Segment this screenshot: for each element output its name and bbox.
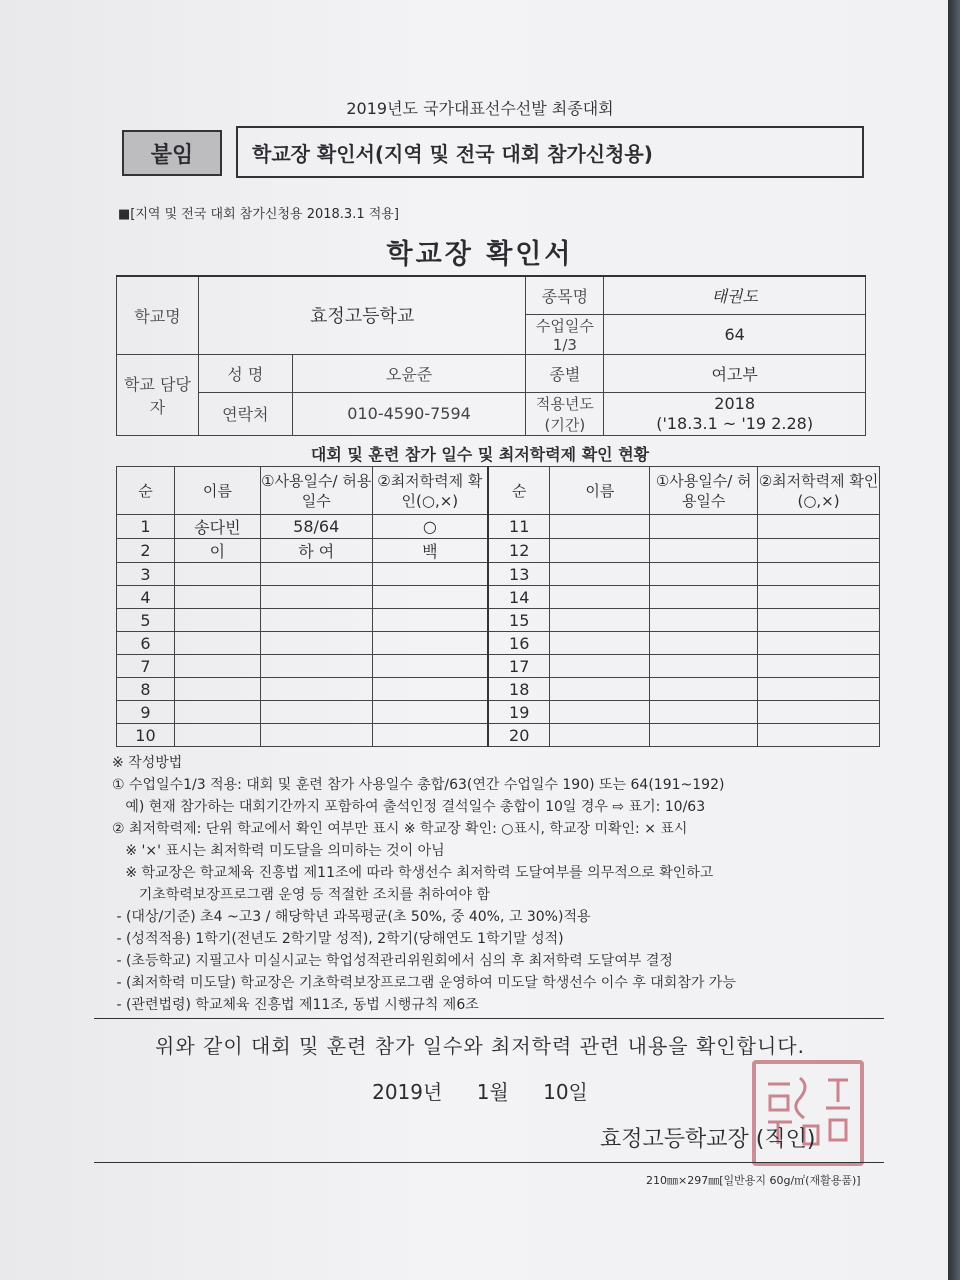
table-row xyxy=(117,678,880,701)
row-no: 2 xyxy=(117,539,175,563)
instruction-line: 기초학력보장프로그램 운영 등 적절한 조치를 취하여야 함 xyxy=(112,887,490,903)
table-row xyxy=(117,724,880,747)
table-row xyxy=(117,655,880,678)
writing-instructions xyxy=(112,752,902,1016)
bottom-divider xyxy=(94,1162,884,1163)
row-days xyxy=(260,586,372,609)
instruction-line: - (최저학력 미도달) 학교장은 기초학력보장프로그램 운영하여 미도달 학생선수 이수 후 대회참가 가능 xyxy=(112,975,736,991)
manager-label: 학교 담당자 xyxy=(117,354,199,435)
row-name: 이 xyxy=(174,539,260,563)
row-check: 백 xyxy=(372,539,488,563)
row-no-2: 16 xyxy=(488,632,550,655)
instruction-line: - (초등학교) 지필고사 미실시교는 학업성적관리위원회에서 심의 후 최저학력 도달여부 결정 xyxy=(112,953,673,969)
row-no: 1 xyxy=(117,515,175,539)
row-check-2 xyxy=(758,539,880,563)
col-days-2: ①사용일수/ 허용일수 xyxy=(650,467,758,515)
row-days-2 xyxy=(650,632,758,655)
row-name xyxy=(174,609,260,632)
col-check-2: ②최저학력제 확인(○,×) xyxy=(758,467,880,515)
row-days-2 xyxy=(650,609,758,632)
date-month: 1월 xyxy=(476,1080,509,1104)
row-name xyxy=(174,563,260,586)
row-no: 7 xyxy=(117,655,175,678)
row-days xyxy=(260,563,372,586)
attachment-tag: 붙임 xyxy=(122,130,222,176)
table-row xyxy=(117,701,880,724)
row-check xyxy=(372,609,488,632)
row-days xyxy=(260,724,372,747)
row-days-2 xyxy=(650,563,758,586)
row-no-2: 11 xyxy=(488,515,550,539)
row-days xyxy=(260,678,372,701)
instruction-line: - (관련법령) 학교체육 진흥법 제11조, 동법 시행규칙 제6조 xyxy=(112,997,479,1013)
instruction-line: ② 최저학력제: 단위 학교에서 확인 여부만 표시 ※ 학교장 확인: ○표시, 학교장 미확인: × 표시 xyxy=(112,821,688,837)
row-no-2: 18 xyxy=(488,678,550,701)
row-days xyxy=(260,632,372,655)
row-no: 4 xyxy=(117,586,175,609)
row-name xyxy=(174,678,260,701)
table-row xyxy=(117,515,880,539)
form-title: 학교장 확인서(지역 및 전국 대회 참가신청용) xyxy=(236,126,864,178)
row-days-2 xyxy=(650,678,758,701)
row-check-2 xyxy=(758,701,880,724)
row-name-2 xyxy=(550,539,650,563)
instruction-line: ① 수업일수1/3 적용: 대회 및 훈련 참가 사용일수 총합/63(연간 수업일수 190) 또는 64(191~192) xyxy=(112,777,725,793)
row-name-2 xyxy=(550,655,650,678)
event-value: 태권도 xyxy=(604,276,866,314)
row-no-2: 17 xyxy=(488,655,550,678)
row-no-2: 19 xyxy=(488,701,550,724)
instruction-line: - (성적적용) 1학기(전년도 2학기말 성적), 2학기(당해연도 1학기말 성적) xyxy=(112,931,564,947)
document-title: 학교장 확인서 xyxy=(386,239,574,270)
name-label: 성 명 xyxy=(198,354,292,392)
row-check-2 xyxy=(758,678,880,701)
class-days-label: 수업일수 1/3 xyxy=(526,314,604,354)
row-name-2 xyxy=(550,515,650,539)
table-row xyxy=(117,586,880,609)
row-check-2 xyxy=(758,609,880,632)
row-name xyxy=(174,724,260,747)
row-name-2 xyxy=(550,678,650,701)
year-value: 2018 xyxy=(714,393,756,413)
col-days: ①사용일수/ 허용일수 xyxy=(260,467,372,515)
row-no: 5 xyxy=(117,609,175,632)
school-value: 효정고등학교 xyxy=(198,276,526,354)
row-name-2 xyxy=(550,632,650,655)
row-no-2: 12 xyxy=(488,539,550,563)
row-name-2 xyxy=(550,609,650,632)
contact-label: 연락처 xyxy=(198,392,292,435)
school-label: 학교명 xyxy=(117,276,199,354)
row-days-2 xyxy=(650,539,758,563)
col-check: ②최저학력제 확인(○,×) xyxy=(372,467,488,515)
divider xyxy=(94,1018,884,1019)
row-days-2 xyxy=(650,701,758,724)
period-value: ('18.3.1 ~ '19 2.28) xyxy=(656,413,814,433)
row-no-2: 20 xyxy=(488,724,550,747)
row-check xyxy=(372,632,488,655)
row-check: ○ xyxy=(372,515,488,539)
row-no: 6 xyxy=(117,632,175,655)
instruction-line: 예) 현재 참가하는 대회기간까지 포함하여 출석인정 결석일수 총합이 10일 경우 ⇨ 표기: 10/63 xyxy=(112,799,706,815)
table-row xyxy=(117,632,880,655)
col-no-2: 순 xyxy=(488,467,550,515)
date-day: 10일 xyxy=(543,1080,588,1104)
name-value: 오윤준 xyxy=(292,354,526,392)
row-name-2 xyxy=(550,586,650,609)
row-name-2 xyxy=(550,724,650,747)
row-days xyxy=(260,655,372,678)
col-no: 순 xyxy=(117,467,175,515)
row-days-2 xyxy=(650,515,758,539)
participation-table xyxy=(116,466,880,747)
paper-spec: 210㎜×297㎜[일반용지 60g/㎡(재활용품)] xyxy=(646,1174,861,1187)
row-no: 3 xyxy=(117,563,175,586)
event-label: 종목명 xyxy=(526,276,604,314)
background-edge xyxy=(948,0,960,1280)
class-days-value: 64 xyxy=(604,314,866,354)
row-days xyxy=(260,701,372,724)
row-check-2 xyxy=(758,586,880,609)
competition-title: 2019년도 국가대표선수선발 최종대회 xyxy=(346,99,614,118)
row-no-2: 14 xyxy=(488,586,550,609)
division-label: 종별 xyxy=(526,354,604,392)
row-check xyxy=(372,724,488,747)
contact-value: 010-4590-7594 xyxy=(292,392,526,435)
row-check-2 xyxy=(758,632,880,655)
row-name-2 xyxy=(550,701,650,724)
row-name-2 xyxy=(550,563,650,586)
row-check xyxy=(372,678,488,701)
row-no-2: 13 xyxy=(488,563,550,586)
year-label: 적용년도 (기간) xyxy=(526,392,604,435)
row-check-2 xyxy=(758,724,880,747)
row-check xyxy=(372,701,488,724)
row-days-2 xyxy=(650,655,758,678)
row-days-2 xyxy=(650,586,758,609)
instruction-line: ※ '×' 표시는 최저학력 미도달을 의미하는 것이 아님 xyxy=(112,843,445,859)
col-name-2: 이름 xyxy=(550,467,650,515)
table-row xyxy=(117,563,880,586)
row-check xyxy=(372,655,488,678)
apply-note: ■[지역 및 전국 대회 참가신청용 2018.3.1 적용] xyxy=(118,207,399,222)
row-no: 8 xyxy=(117,678,175,701)
row-check xyxy=(372,586,488,609)
row-check-2 xyxy=(758,563,880,586)
date-year: 2019년 xyxy=(372,1080,443,1104)
row-no: 10 xyxy=(117,724,175,747)
row-days-2 xyxy=(650,724,758,747)
table-row xyxy=(117,539,880,563)
row-name: 송다빈 xyxy=(174,515,260,539)
year-cell xyxy=(604,392,866,435)
table-row xyxy=(117,609,880,632)
school-info-table xyxy=(116,275,866,436)
division-value: 여고부 xyxy=(604,354,866,392)
row-check xyxy=(372,563,488,586)
principal-signature: 효정고등학교장 (직인) xyxy=(600,1127,816,1152)
row-no-2: 15 xyxy=(488,609,550,632)
instruction-line: - (대상/기준) 초4 ~고3 / 해당학년 과목평균(초 50%, 중 40%, 고 30%)적용 xyxy=(112,909,591,925)
col-name: 이름 xyxy=(174,467,260,515)
instruction-line: ※ 작성방법 xyxy=(112,755,183,771)
row-name xyxy=(174,701,260,724)
row-name xyxy=(174,632,260,655)
instruction-line: ※ 학교장은 학교체육 진흥법 제11조에 따라 학생선수 최저학력 도달여부를 의무적으로 확인하고 xyxy=(112,865,714,881)
row-check-2 xyxy=(758,655,880,678)
confirm-statement: 위와 같이 대회 및 훈련 참가 일수와 최저학력 관련 내용을 확인합니다. xyxy=(155,1034,805,1058)
row-name xyxy=(174,655,260,678)
grid-caption: 대회 및 훈련 참가 일수 및 최저학력제 확인 현황 xyxy=(310,445,650,464)
row-days: 하 여 xyxy=(260,539,372,563)
row-name xyxy=(174,586,260,609)
row-days xyxy=(260,609,372,632)
row-days: 58/64 xyxy=(260,515,372,539)
row-check-2 xyxy=(758,515,880,539)
row-no: 9 xyxy=(117,701,175,724)
